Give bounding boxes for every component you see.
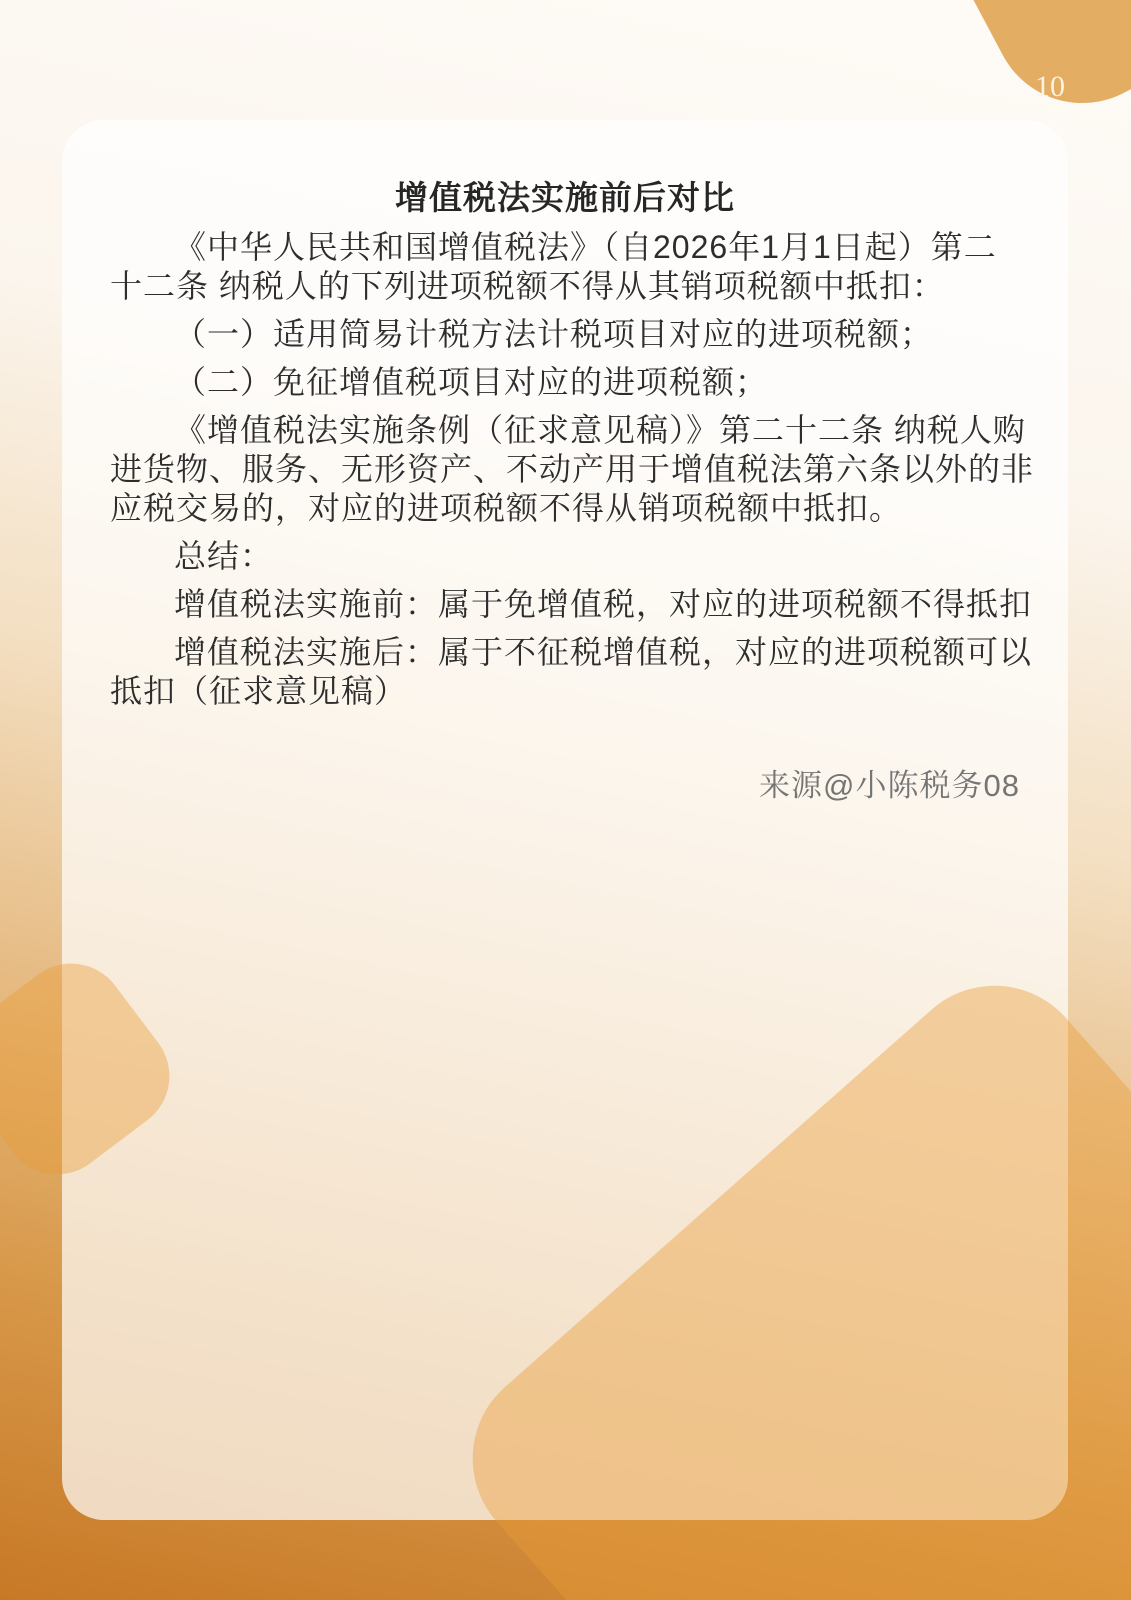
text-line: 增值税法实施后：属于不征税增值税，对应的进项税额可以	[174, 634, 1033, 670]
text-line: 总结：	[174, 538, 274, 574]
text-line: 应税交易的，对应的进项税额不得从销项税额中抵扣。	[110, 490, 903, 526]
card-title: 增值税法实施前后对比	[395, 179, 735, 216]
text-line: 十二条 纳税人的下列进项税额不得从其销项税额中抵扣：	[110, 268, 945, 304]
text-line: 《增值税法实施条例（征求意见稿）》第二十二条 纳税人购	[174, 412, 1026, 448]
text-line: （一）适用简易计税方法计税项目对应的进项税额；	[174, 316, 934, 352]
text-line: 进货物、服务、无形资产、不动产用于增值税法第六条以外的非	[110, 451, 1035, 487]
text-line: （二）免征增值税项目对应的进项税额；	[174, 364, 769, 400]
text-line: 抵扣（征求意见稿）	[110, 673, 408, 709]
text-line: 《中华人民共和国增值税法》（自2026年1月1日起）第二	[174, 229, 997, 265]
body-text	[110, 228, 1035, 711]
source-attribution: 来源@小陈税务08	[759, 768, 1020, 803]
page-number: 10	[1035, 70, 1065, 103]
decor-blob-top-right	[843, 0, 1131, 135]
text-line: 增值税法实施前：属于免增值税，对应的进项税额不得抵扣	[174, 586, 1033, 622]
